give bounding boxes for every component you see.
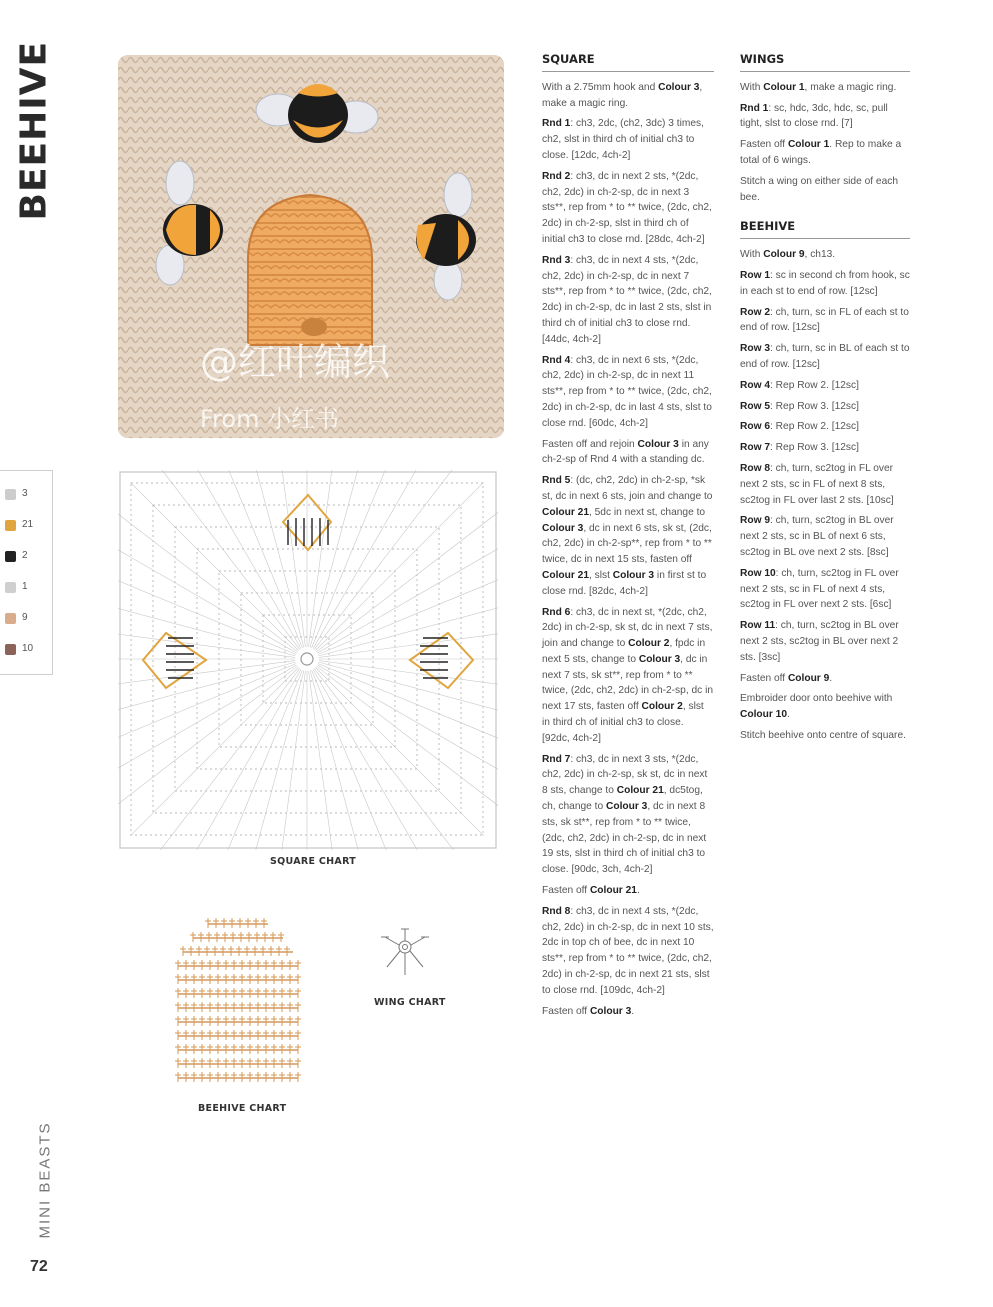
rnd-1: Rnd 1: ch3, 2dc, (ch2, 3dc) 3 times, ch2, slst in third ch of initial ch3 to close. [12dc, 4ch-2] <box>542 118 704 161</box>
section-label: MINI BEASTS <box>36 1121 54 1239</box>
square-instructions <box>542 52 714 1024</box>
beehive-row: Row 9: ch, turn, sc2tog in BL over next 2 sts, sc in BL of next 6 sts, sc2tog in BL ove next 2 sts. [8sc] <box>740 515 894 558</box>
beehive-row: Row 5: Rep Row 3. [12sc] <box>740 400 859 412</box>
fasten-colour-21: Fasten off Colour 21. <box>542 885 640 897</box>
wings-heading: WINGS <box>740 52 910 72</box>
fasten-rejoin: Fasten off and rejoin Colour 3 in any ch-2-sp of Rnd 4 with a standing dc. <box>542 438 709 466</box>
rnd-3: Rnd 3: ch3, dc in next 4 sts, *(2dc, ch2, 2dc) in ch-2-sp, dc in next 7 sts**, rep from * to ** twice, (2dc, ch2, 2dc) in ch-2-sp, dc in last 2 sts, slst in third ch of initial ch3 to close rnd. [44dc, 4ch-2] <box>542 254 712 345</box>
legend-swatch <box>5 613 16 624</box>
beehive-fasten: Fasten off Colour 9. <box>740 672 833 684</box>
legend-label: 21 <box>22 519 34 530</box>
beehive-row: Row 4: Rep Row 2. [12sc] <box>740 379 859 391</box>
legend-label: 9 <box>22 612 28 623</box>
beehive-row: Row 8: ch, turn, sc2tog in FL over next 2 sts, sc in FL of next 8 sts, sc2tog in FL over last 2 sts. [10sc] <box>740 462 894 506</box>
beehive-row: Row 1: sc in second ch from hook, sc in each st to end of row. [12sc] <box>740 269 910 297</box>
square-chart <box>118 470 498 850</box>
beehive-chart <box>158 908 318 1090</box>
wing-chart <box>375 925 435 985</box>
rnd-8: Rnd 8: ch3, dc in next 4 sts, *(2dc, ch2, 2dc) in ch-2-sp, dc in next 10 sts, 2dc in top ch of bee, dc in next 10 sts**, rep from * to ** twice, (2dc, ch2, 2dc) in ch-2-sp, dc in next 21 sts, slst to close rnd. [109dc, 4ch-2] <box>542 905 714 996</box>
beehive-row: Row 10: ch, turn, sc2tog in FL over next 2 sts, sc in FL of next 4 sts, sc2tog in FL over next 2 sts. [6sc] <box>740 567 899 611</box>
rnd-7: Rnd 7: ch3, dc in next 3 sts, *(2dc, ch2, 2dc) in ch-2-sp, sk st, dc in next 8 sts, change to Colour 21, dc5tog, ch, change to Colour 3, dc in next 8 sts, sk st**, rep from * to ** twice, (2dc, ch2, 2dc) in ch-2-sp, dc in next 19 sts, slst in third ch of initial ch3 to close. [90dc, 3ch, 4ch-2] <box>542 753 708 876</box>
fasten-colour-3: Fasten off Colour 3. <box>542 1005 635 1017</box>
legend-label: 1 <box>22 581 28 592</box>
rnd-4: Rnd 4: ch3, dc in next 6 sts, *(2dc, ch2, 2dc) in ch-2-sp, dc in next 11 sts**, rep from * to ** twice, (2dc, ch2, 2dc) in ch-2-sp, dc in last 4 sts, slst to close rnd. [60dc, 4ch-2] <box>542 354 712 429</box>
beehive-heading: BEEHIVE <box>740 219 910 239</box>
rnd-6: Rnd 6: ch3, dc in next st, *(2dc, ch2, 2dc) in ch-2-sp, sk st, dc in next 7 sts, join and change to Colour 2, fpdc in next 5 sts, change to Colour 3, dc in next 7 sts, sk st**, rep from * to ** twice, (2dc, ch2, 2dc) in ch-2-sp, dc in next 17 sts, fasten off Colour 2, slst in third ch of initial ch3 to close. [92dc, 4ch-2] <box>542 606 713 744</box>
rnd-5: Rnd 5: (dc, ch2, 2dc) in ch-2-sp, *sk st, dc in next 6 sts, join and change to Colour 21, 5dc in next st, change to Colour 3, dc in next 6 sts, sk st, (2dc, ch2, 2dc) in ch-2-sp**, rep from * to ** twice, dc in next 15 sts, fasten off Colour 21, slst Colour 3 in first st to close rnd. [82dc, 4ch-2] <box>542 475 713 597</box>
square-chart-caption: SQUARE CHART <box>270 856 357 867</box>
page-title: BEEHIVE <box>13 40 55 221</box>
legend-swatch <box>5 551 16 562</box>
beehive-stitch: Stitch beehive onto centre of square. <box>740 729 906 741</box>
watermark-sub: From 小红书 <box>200 405 340 433</box>
rnd-2: Rnd 2: ch3, dc in next 2 sts, *(2dc, ch2, 2dc) in ch-2-sp, dc in next 3 sts**, rep from * to ** twice, (2dc, ch2, 2dc) in ch-2-sp, slst in third ch of initial ch3 to close rnd. [28dc, 4ch-2] <box>542 170 712 245</box>
square-heading: SQUARE <box>542 52 714 72</box>
legend-swatch <box>5 644 16 655</box>
bee-chart-left <box>143 633 206 688</box>
watermark: @红叶编织 <box>200 340 391 384</box>
page-number: 72 <box>30 1258 48 1275</box>
beehive-row: Row 6: Rep Row 2. [12sc] <box>740 421 859 433</box>
square-photo <box>118 55 504 438</box>
beehive-row: Row 2: ch, turn, sc in FL of each st to end of row. [12sc] <box>740 306 909 334</box>
legend-swatch <box>5 489 16 500</box>
wings-rnd-1: Rnd 1: sc, hdc, 3dc, hdc, sc, pull tight, slst to close rnd. [7] <box>740 102 888 130</box>
legend-swatch <box>5 582 16 593</box>
legend-swatch <box>5 520 16 531</box>
beehive-row: Row 7: Rep Row 3. [12sc] <box>740 442 859 454</box>
wing-chart-caption: WING CHART <box>374 997 446 1008</box>
beehive-intro: With Colour 9, ch13. <box>740 249 836 261</box>
legend-label: 10 <box>22 643 34 654</box>
wings-stitch: Stitch a wing on either side of each bee. <box>740 175 899 203</box>
square-intro: With a 2.75mm hook and Colour 3, make a magic ring. <box>542 81 703 109</box>
beehive-embroider: Embroider door onto beehive with Colour 10. <box>740 693 893 721</box>
legend-label: 2 <box>22 550 28 561</box>
beehive-row: Row 3: ch, turn, sc in BL of each st to end of row. [12sc] <box>740 343 910 370</box>
legend-label: 3 <box>22 488 28 499</box>
wings-beehive-instructions <box>740 52 910 749</box>
wings-fasten: Fasten off Colour 1. Rep to make a total of 6 wings. <box>740 139 902 166</box>
beehive-row: Row 11: ch, turn, sc2tog in BL over next 2 sts, sc2tog in BL over next 2 sts. [3sc] <box>740 620 899 663</box>
colour-legend <box>0 470 53 675</box>
beehive-chart-caption: BEEHIVE CHART <box>198 1103 287 1114</box>
wings-intro: With Colour 1, make a magic ring. <box>740 81 897 93</box>
